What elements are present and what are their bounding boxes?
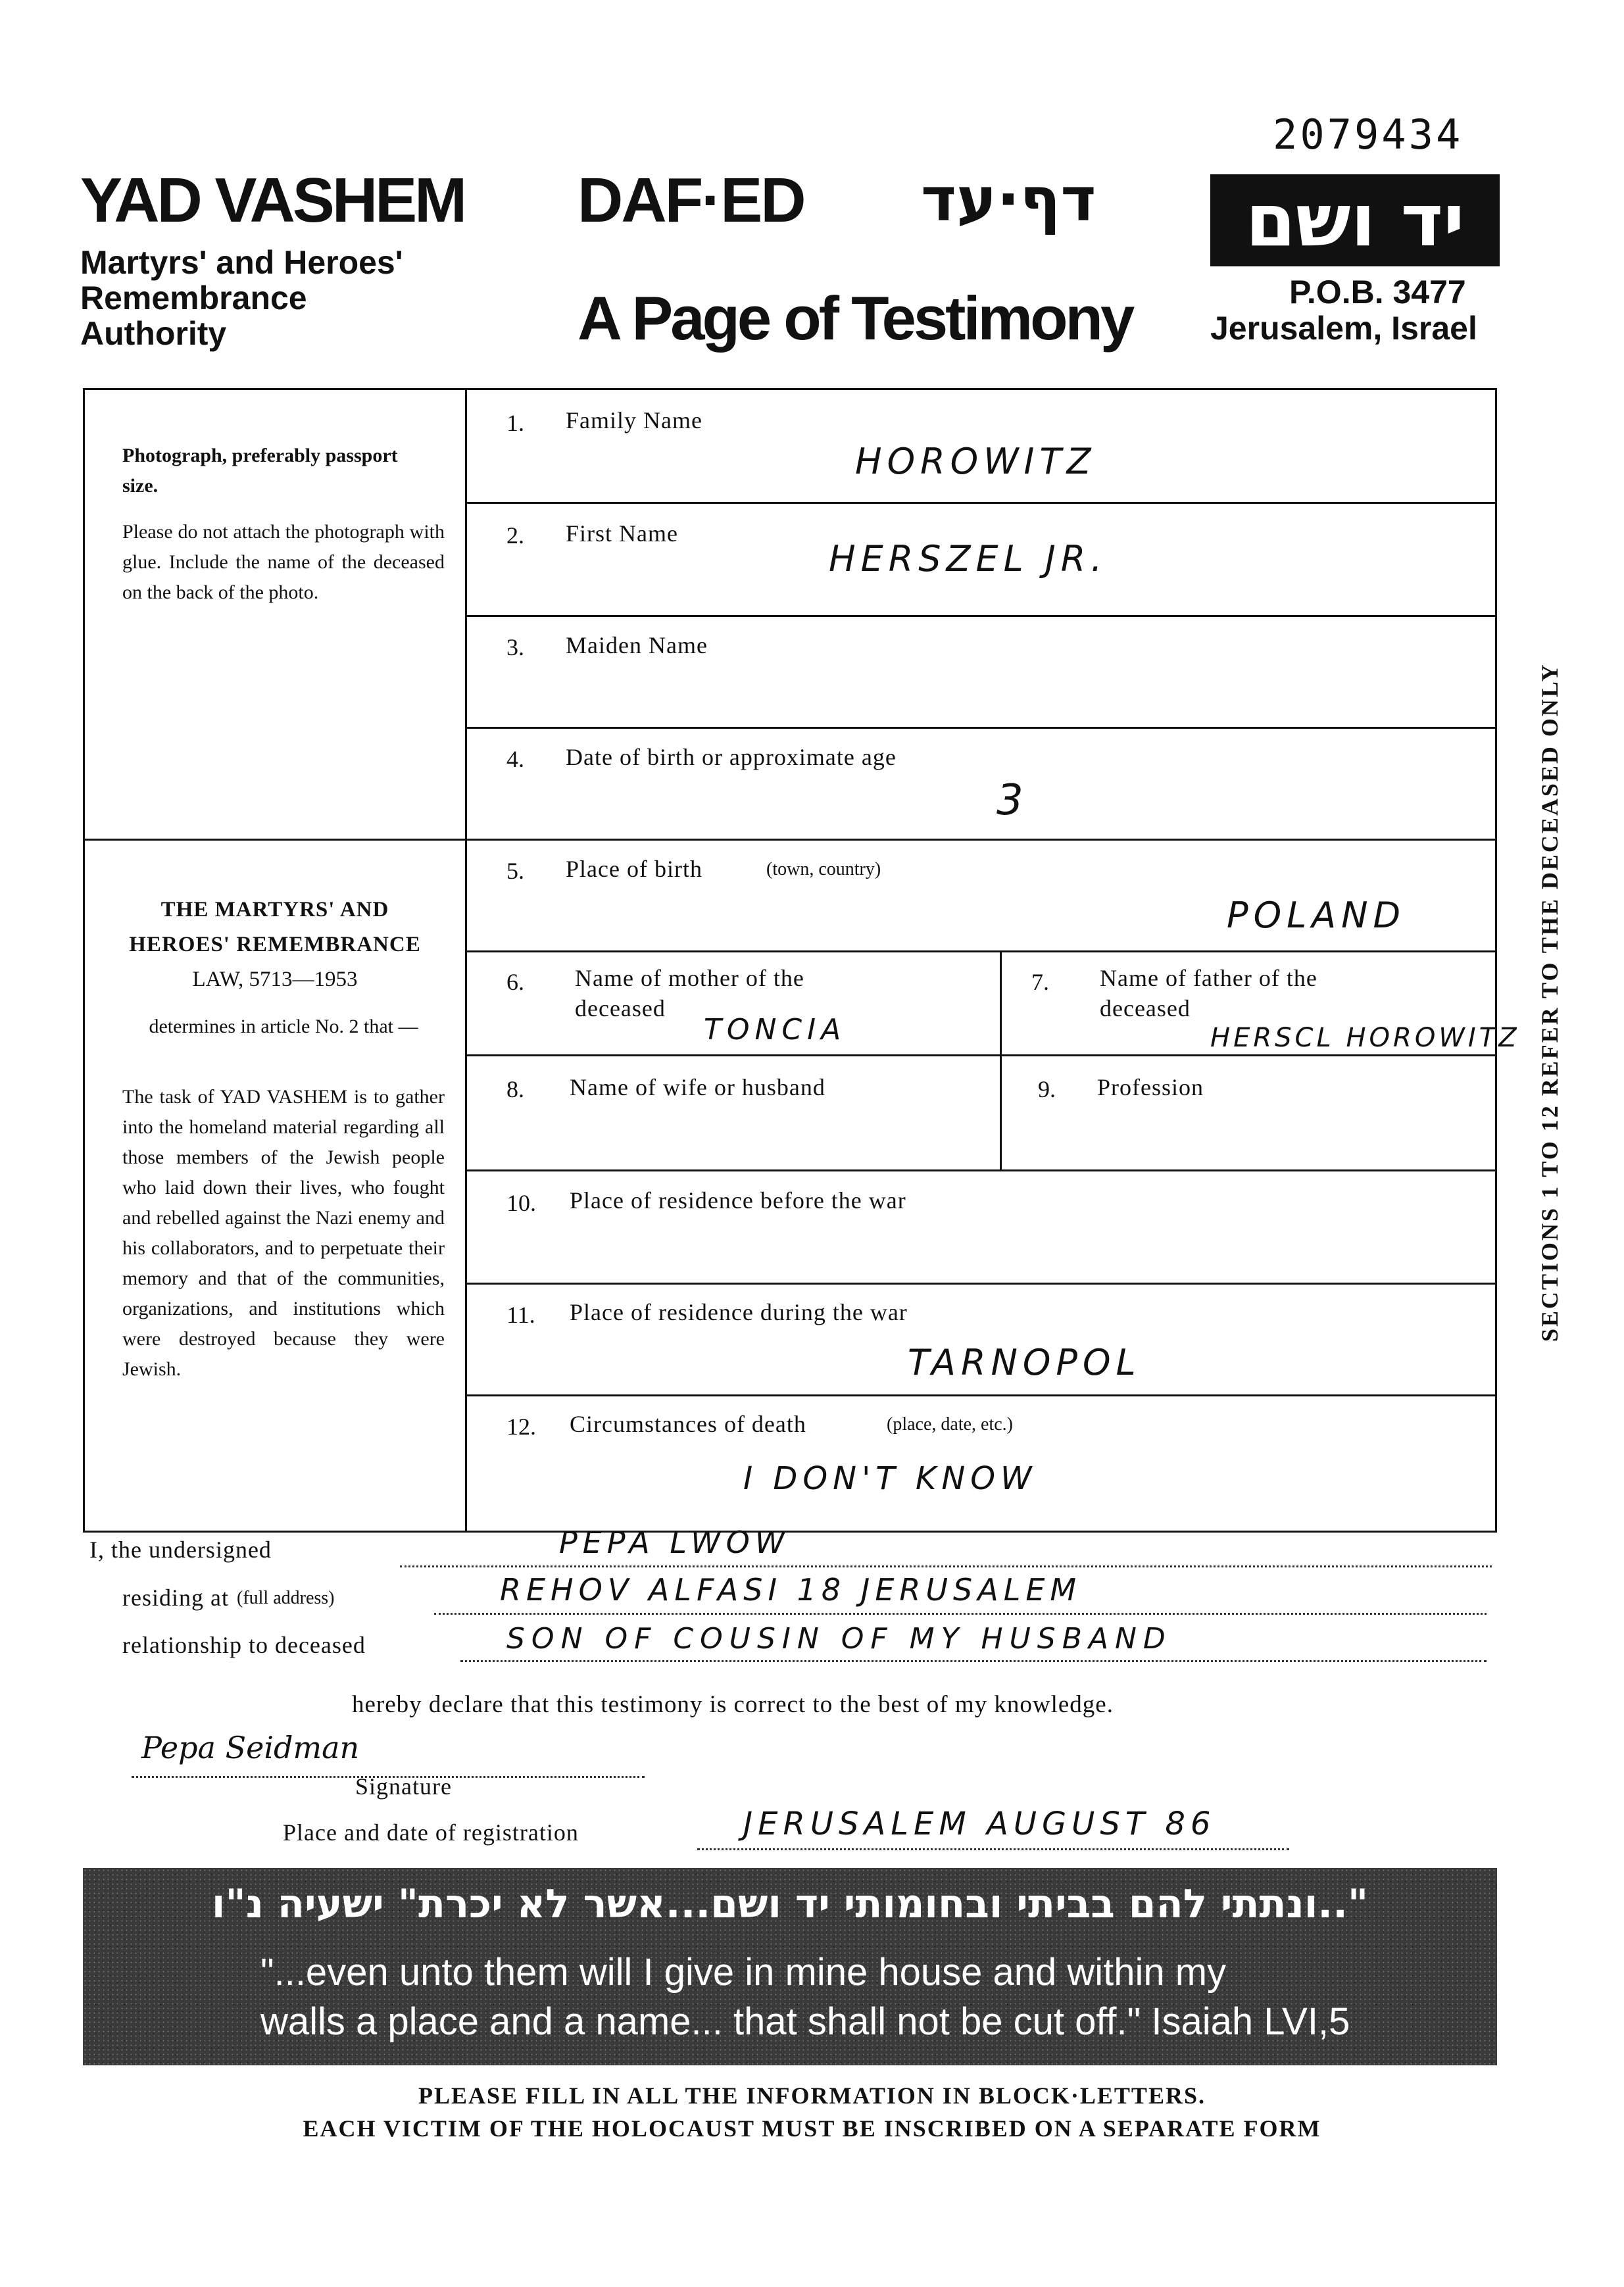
photo-box-note: Please do not attach the photograph with glue. Include the name of the deceased on the back of the photo. (122, 521, 445, 603)
signature-value[interactable]: Pepa Seidman (141, 1730, 360, 1765)
split-column-divider (1000, 950, 1002, 1169)
residence-during-war-value[interactable]: TARNOPOL (908, 1342, 1141, 1383)
residing-line (434, 1613, 1487, 1615)
row-divider (465, 1054, 1496, 1056)
circumstances-note: (place, date, etc.) (887, 1414, 1013, 1435)
field-number: 6. (506, 969, 524, 995)
motto-hebrew: "..ונתתי להם בביתי ובחומותי יד ושם...אשר לא יכרת" ישעיה נ"ו (211, 1881, 1369, 1927)
row-divider (465, 502, 1496, 504)
field-number: 1. (506, 410, 524, 436)
place-date-label: Place and date of registration (283, 1819, 579, 1846)
row-divider (465, 839, 1496, 841)
field-label-maiden-name: Maiden Name (566, 632, 708, 658)
father-name-value[interactable]: HERSCL HOROWITZ (1210, 1023, 1520, 1053)
page-title: A Page of Testimony (578, 283, 1133, 353)
circumstances-of-death-value[interactable]: I DON'T KNOW (743, 1460, 1037, 1497)
daf-ed-hebrew-title: דף·עד (921, 164, 1096, 235)
law-body: The task of YAD VASHEM is to gather into the homeland material regarding all those members of the Jewish people who laid down their lives, who fought and rebelled against the Nazi enemy and his collaborators, and to perpetuate their memory and that of the communities, organizations, and institutions which were destroyed because they were Jewish. (122, 1086, 445, 1380)
residing-value[interactable]: REHOV ALFASI 18 JERUSALEM (500, 1572, 1082, 1608)
mother-name-value[interactable]: TONCIA (704, 1013, 847, 1046)
field-label-father-deceased: deceased (1100, 995, 1191, 1021)
field-number: 8. (506, 1076, 524, 1102)
form-number: 2079434 (1273, 111, 1464, 159)
city-address: Jerusalem, Israel (1210, 310, 1477, 347)
field-label-mother-name: Name of mother of the (575, 965, 804, 991)
declaration-statement: hereby declare that this testimony is correct to the best of my knowledge. (352, 1691, 1114, 1718)
law-title-line-1: THE MARTYRS' AND (160, 898, 389, 922)
motto-english-line-1: "...even unto them will I give in mine house and within my (260, 1951, 1227, 1994)
undersigned-line (400, 1565, 1492, 1567)
field-number: 5. (506, 858, 524, 884)
left-column-divider (465, 389, 467, 1533)
field-label-first-name: First Name (566, 520, 678, 547)
undersigned-label: I, the undersigned (89, 1537, 272, 1563)
org-subtitle-line-3: Authority (80, 315, 227, 352)
date-of-birth-value[interactable]: 3 (997, 776, 1029, 825)
relationship-label: relationship to deceased (122, 1632, 366, 1658)
field-number: 2. (506, 522, 524, 549)
law-title-line-2: HEROES' REMEMBRANCE (129, 933, 421, 956)
field-number: 3. (506, 634, 524, 660)
row-divider (465, 615, 1496, 617)
pob-address: P.O.B. 3477 (1289, 274, 1466, 310)
photo-box-divider (84, 839, 466, 841)
field-number: 9. (1038, 1076, 1056, 1102)
field-label-circumstances-of-death: Circumstances of death (570, 1411, 806, 1437)
law-title-line-3: LAW, 5713—1953 (192, 968, 358, 991)
field-number: 10. (506, 1190, 536, 1216)
org-subtitle-line-1: Martyrs' and Heroes' (80, 244, 403, 281)
field-label-mother-deceased: deceased (575, 995, 666, 1021)
row-divider (465, 1394, 1496, 1396)
place-of-birth-value[interactable]: POLAND (1227, 895, 1406, 936)
place-date-value[interactable]: JERUSALEM AUGUST 86 (743, 1806, 1216, 1842)
row-divider (465, 1169, 1496, 1171)
footer-line-1: PLEASE FILL IN ALL THE INFORMATION IN BLOCK·LETTERS. (418, 2082, 1206, 2109)
field-label-residence-before-war: Place of residence before the war (570, 1187, 906, 1214)
org-subtitle-line-2: Remembrance (80, 280, 307, 316)
field-label-father-name: Name of father of the (1100, 965, 1317, 991)
footer-line-2: EACH VICTIM OF THE HOLOCAUST MUST BE INSCRIBED ON A SEPARATE FORM (303, 2115, 1321, 2142)
residing-note: (full address) (237, 1588, 335, 1608)
daf-ed-title: DAF·ED (578, 165, 804, 235)
motto-english-line-2: walls a place and a name... that shall not be cut off." Isaiah LVI,5 (260, 2000, 1350, 2043)
org-title: YAD VASHEM (80, 165, 465, 235)
place-of-birth-note: (town, country) (766, 859, 881, 879)
field-label-residence-during-war: Place of residence during the war (570, 1299, 908, 1325)
row-divider (465, 1283, 1496, 1285)
row-divider (465, 950, 1496, 952)
family-name-value[interactable]: HOROWITZ (855, 441, 1096, 482)
field-number: 7. (1031, 969, 1049, 995)
relationship-value[interactable]: SON OF COUSIN OF MY HUSBAND (506, 1622, 1172, 1656)
side-note: SECTIONS 1 TO 12 REFER TO THE DECEASED ONLY (1537, 662, 1563, 1342)
undersigned-value[interactable]: PEPA LWOW (559, 1525, 791, 1560)
field-label-date-of-birth: Date of birth or approximate age (566, 744, 897, 770)
photo-box-title: Photograph, preferably passport size. (122, 445, 398, 497)
motto-band (83, 1868, 1497, 2065)
field-number: 4. (506, 746, 524, 772)
field-label-place-of-birth: Place of birth (566, 856, 702, 882)
row-divider (465, 727, 1496, 729)
field-number: 12. (506, 1414, 536, 1440)
field-number: 11. (506, 1302, 535, 1328)
residing-label: residing at (122, 1585, 229, 1611)
first-name-value[interactable]: HERSZEL JR. (829, 538, 1108, 579)
field-label-profession: Profession (1097, 1074, 1204, 1100)
field-label-family-name: Family Name (566, 407, 702, 433)
law-determines: determines in article No. 2 that — (149, 1016, 418, 1037)
field-label-spouse-name: Name of wife or husband (570, 1074, 825, 1100)
signature-label: Signature (355, 1773, 452, 1800)
relationship-line (460, 1660, 1487, 1662)
place-date-line (697, 1848, 1289, 1850)
yad-vashem-logo: יד ושם (1210, 174, 1500, 266)
